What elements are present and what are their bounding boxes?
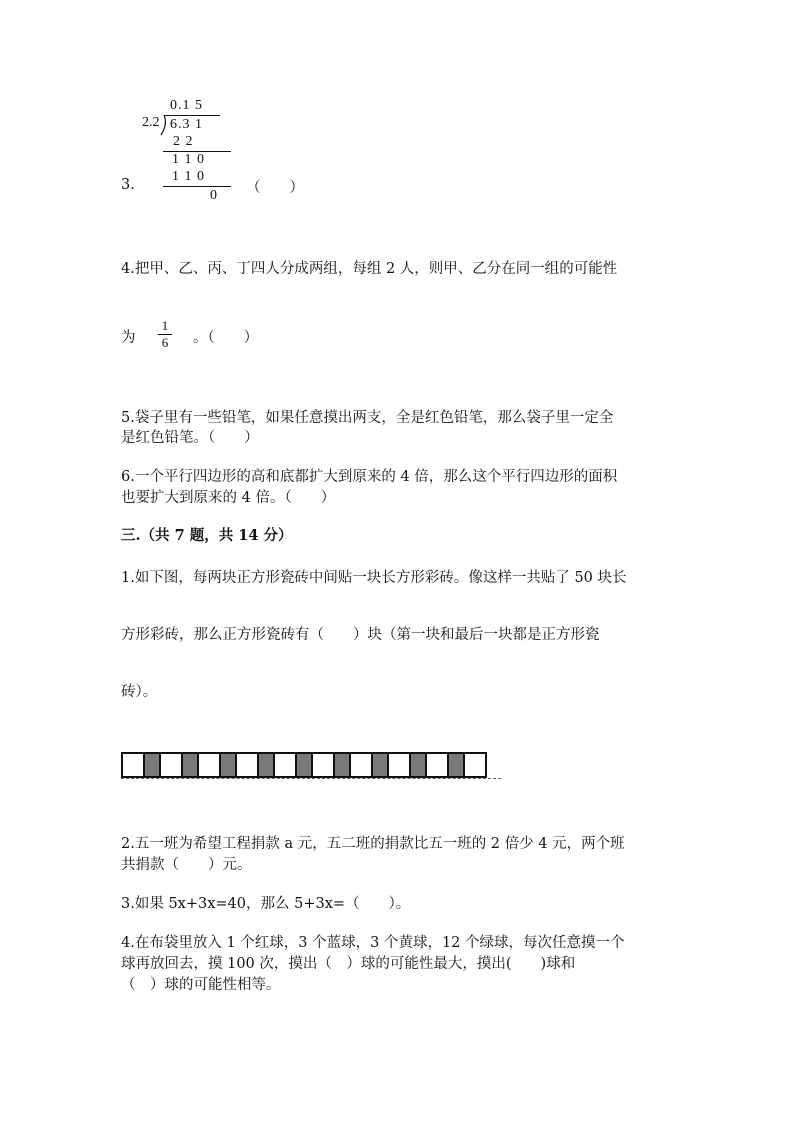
question-6-line-1: 6.一个平行四边形的高和底都扩大到原来的 4 倍，那么这个平行四边形的面积	[121, 469, 618, 485]
square-tile	[349, 752, 373, 778]
division-dividend: 6.3 1	[170, 117, 203, 132]
fraction-one-sixth	[158, 319, 172, 350]
square-tile	[463, 752, 487, 778]
square-tile	[311, 752, 335, 778]
square-tile	[273, 752, 297, 778]
section-3-heading: 三.（共 7 题，共 14 分）	[121, 527, 293, 544]
square-tile	[387, 752, 411, 778]
fill-question-2-line-2[interactable]: 共捐款（ ）元。	[121, 857, 252, 873]
fill-question-1-line-3: 砖）。	[121, 684, 158, 700]
square-tile	[425, 752, 449, 778]
question-3-number: 3.	[121, 177, 135, 193]
question-6-line-2[interactable]: 也要扩大到原来的 4 倍。（ ）	[121, 490, 336, 506]
fill-question-4-line-1: 4.在布袋里放入 1 个红球，3 个蓝球，3 个黄球，12 个绿球，每次任意摸一个	[121, 935, 625, 951]
fill-question-1-line-1: 1.如下图，每两块正方形瓷砖中间贴一块长方形彩砖。像这样一共贴了 50 块长	[121, 570, 627, 586]
tile-strip-baseline	[121, 778, 501, 779]
question-4-wei: 为	[121, 330, 136, 346]
question-5-line-2[interactable]: 是红色铅笔。（ ）	[121, 430, 259, 446]
tile-strip	[121, 752, 485, 778]
division-step-3: 1 1 0	[172, 169, 205, 184]
division-bracket	[159, 114, 169, 136]
square-tile	[121, 752, 145, 778]
division-remainder: 0	[210, 188, 217, 203]
question-3-answer-blank[interactable]: （ ）	[246, 180, 304, 196]
fraction-denominator: 6	[161, 335, 169, 350]
division-quotient: 0.1 5	[170, 98, 203, 113]
question-4-answer-blank[interactable]: 。（ ）	[193, 330, 259, 346]
square-tile	[197, 752, 221, 778]
fraction-numerator: 1	[161, 318, 169, 333]
division-divisor: 2.2	[142, 115, 160, 130]
question-5-line-1: 5.袋子里有一些铅笔，如果任意摸出两支，全是红色铅笔，那么袋子里一定全	[121, 410, 614, 426]
division-line-2	[163, 186, 231, 187]
division-bar	[164, 115, 220, 116]
division-step-1: 2 2	[173, 134, 194, 149]
question-4-line-1: 4.把甲、乙、丙、丁四人分成两组，每组 2 人，则甲、乙分在同一组的可能性	[121, 261, 618, 277]
fill-question-4-line-2[interactable]: 球再放回去，摸 100 次，摸出（ ）球的可能性最大，摸出( )球和	[121, 956, 576, 972]
square-tile	[159, 752, 183, 778]
square-tile	[235, 752, 259, 778]
fill-question-3-line[interactable]: 3.如果 5x+3x=40，那么 5+3x=（ ）。	[121, 896, 411, 912]
division-step-2: 1 1 0	[172, 152, 205, 167]
fill-question-4-line-3[interactable]: （ ）球的可能性相等。	[121, 977, 281, 993]
fill-question-2-line-1: 2.五一班为希望工程捐款 a 元，五二班的捐款比五一班的 2 倍少 4 元，两个班	[121, 836, 625, 852]
fill-question-1-line-2[interactable]: 方形彩砖，那么正方形瓷砖有（ ）块（第一块和最后一块都是正方形瓷	[121, 627, 600, 643]
